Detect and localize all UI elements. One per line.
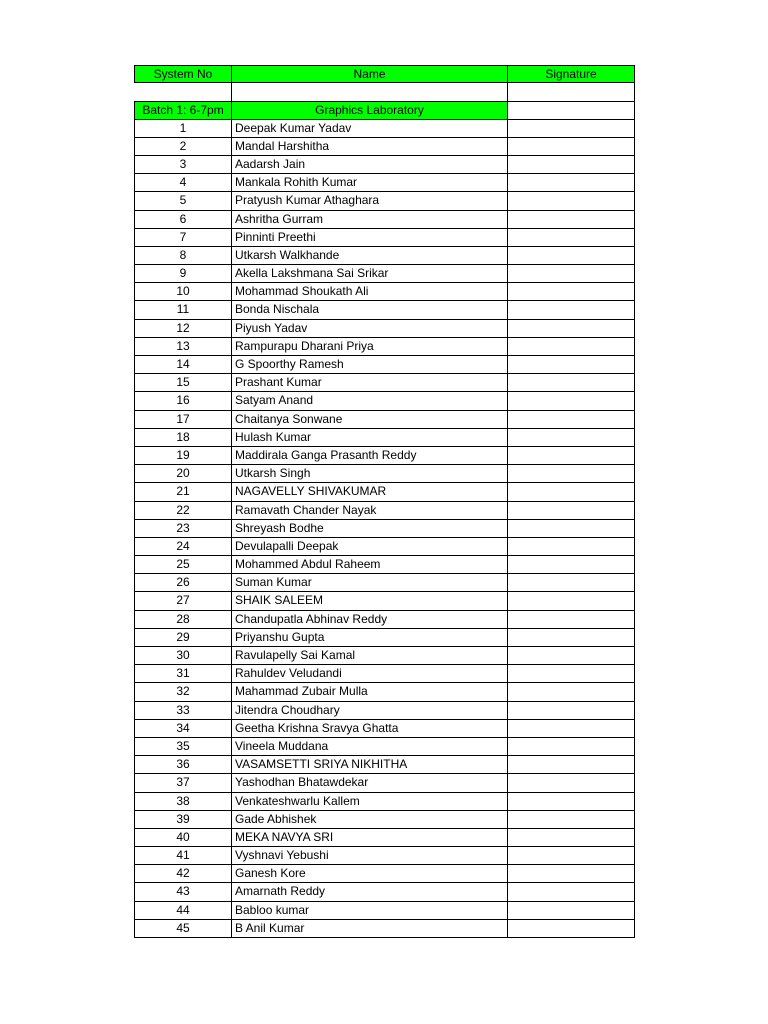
- system-no-cell: 41: [134, 847, 231, 865]
- table-row: [134, 520, 635, 538]
- signature-cell: [507, 392, 635, 410]
- table-row: [134, 211, 635, 229]
- signature-cell: [507, 520, 635, 538]
- table-row: [134, 502, 635, 520]
- system-no-cell: 23: [134, 520, 231, 538]
- system-no-cell: 33: [134, 702, 231, 720]
- name-cell: Bonda Nischala: [231, 301, 507, 319]
- table-row: [134, 447, 635, 465]
- signature-cell: [507, 338, 635, 356]
- name-cell: Mohammad Shoukath Ali: [231, 283, 507, 301]
- signature-cell: [507, 483, 635, 501]
- name-cell: Hulash Kumar: [231, 429, 507, 447]
- table-row: [134, 738, 635, 756]
- name-cell: Ashritha Gurram: [231, 211, 507, 229]
- signature-cell: [507, 211, 635, 229]
- system-no-cell: 4: [134, 174, 231, 192]
- table-row: [134, 283, 635, 301]
- signature-cell: [507, 247, 635, 265]
- table-row: [134, 574, 635, 592]
- table-row: [134, 392, 635, 410]
- table-row: [134, 920, 635, 938]
- name-cell: Yashodhan Bhatawdekar: [231, 774, 507, 792]
- table-row: [134, 793, 635, 811]
- table-row: [134, 756, 635, 774]
- signature-cell: [507, 265, 635, 283]
- system-no-cell: 30: [134, 647, 231, 665]
- name-cell: Gade Abhishek: [231, 811, 507, 829]
- table-row: [134, 192, 635, 210]
- table-row: [134, 483, 635, 501]
- system-no-cell: 13: [134, 338, 231, 356]
- system-no-cell: 31: [134, 665, 231, 683]
- name-cell: Jitendra Choudhary: [231, 702, 507, 720]
- signature-cell: [507, 356, 635, 374]
- system-no-cell: 8: [134, 247, 231, 265]
- name-cell: Maddirala Ganga Prasanth Reddy: [231, 447, 507, 465]
- signature-cell: [507, 283, 635, 301]
- name-cell: Devulapalli Deepak: [231, 538, 507, 556]
- table-row: [134, 174, 635, 192]
- name-cell: Mankala Rohith Kumar: [231, 174, 507, 192]
- signature-cell: [507, 229, 635, 247]
- signature-cell: [507, 647, 635, 665]
- system-no-cell: 22: [134, 502, 231, 520]
- blank-cell: [134, 83, 231, 101]
- table-row: [134, 702, 635, 720]
- signature-cell: [507, 720, 635, 738]
- name-cell: Pinninti Preethi: [231, 229, 507, 247]
- system-no-cell: 18: [134, 429, 231, 447]
- name-cell: Utkarsh Walkhande: [231, 247, 507, 265]
- system-no-cell: 16: [134, 392, 231, 410]
- table-row: [134, 847, 635, 865]
- name-cell: Rampurapu Dharani Priya: [231, 338, 507, 356]
- system-no-cell: 24: [134, 538, 231, 556]
- name-cell: Mahammad Zubair Mulla: [231, 683, 507, 701]
- attendance-sheet: [134, 65, 635, 938]
- name-cell: VASAMSETTI SRIYA NIKHITHA: [231, 756, 507, 774]
- name-cell: Akella Lakshmana Sai Srikar: [231, 265, 507, 283]
- table-row: [134, 883, 635, 901]
- signature-cell: [507, 865, 635, 883]
- system-no-cell: 39: [134, 811, 231, 829]
- system-no-cell: 36: [134, 756, 231, 774]
- signature-cell: [507, 811, 635, 829]
- signature-cell: [507, 174, 635, 192]
- name-cell: Utkarsh Singh: [231, 465, 507, 483]
- name-cell: Ramavath Chander Nayak: [231, 502, 507, 520]
- table-row: [134, 247, 635, 265]
- batch-signature-cell: [507, 101, 635, 119]
- system-no-cell: 9: [134, 265, 231, 283]
- name-cell: Ganesh Kore: [231, 865, 507, 883]
- table-row: [134, 301, 635, 319]
- system-no-cell: 32: [134, 683, 231, 701]
- system-no-cell: 6: [134, 211, 231, 229]
- table-row: [134, 374, 635, 392]
- system-no-cell: 5: [134, 192, 231, 210]
- signature-cell: [507, 883, 635, 901]
- signature-cell: [507, 411, 635, 429]
- system-no-cell: 15: [134, 374, 231, 392]
- system-no-cell: 20: [134, 465, 231, 483]
- signature-cell: [507, 538, 635, 556]
- table-row: [134, 356, 635, 374]
- signature-cell: [507, 665, 635, 683]
- name-cell: NAGAVELLY SHIVAKUMAR: [231, 483, 507, 501]
- signature-cell: [507, 702, 635, 720]
- table-row: [134, 720, 635, 738]
- name-cell: Babloo kumar: [231, 902, 507, 920]
- signature-cell: [507, 465, 635, 483]
- table-row: [134, 338, 635, 356]
- system-no-cell: 35: [134, 738, 231, 756]
- system-no-cell: 42: [134, 865, 231, 883]
- name-cell: Ravulapelly Sai Kamal: [231, 647, 507, 665]
- table-row: [134, 556, 635, 574]
- signature-cell: [507, 774, 635, 792]
- system-no-cell: 43: [134, 883, 231, 901]
- table-row: [134, 811, 635, 829]
- signature-cell: [507, 683, 635, 701]
- name-cell: Aadarsh Jain: [231, 156, 507, 174]
- student-rows: [134, 120, 635, 938]
- name-cell: G Spoorthy Ramesh: [231, 356, 507, 374]
- table-row: [134, 120, 635, 138]
- name-cell: Deepak Kumar Yadav: [231, 120, 507, 138]
- name-cell: Amarnath Reddy: [231, 883, 507, 901]
- name-cell: Mohammed Abdul Raheem: [231, 556, 507, 574]
- table-row: [134, 829, 635, 847]
- blank-cell: [507, 83, 635, 101]
- header-signature: Signature: [507, 65, 635, 83]
- signature-cell: [507, 320, 635, 338]
- batch-label: Batch 1: 6-7pm: [134, 101, 231, 119]
- table-row: [134, 665, 635, 683]
- signature-cell: [507, 374, 635, 392]
- signature-cell: [507, 793, 635, 811]
- signature-cell: [507, 738, 635, 756]
- header-row: [134, 65, 635, 83]
- name-cell: Rahuldev Veludandi: [231, 665, 507, 683]
- name-cell: Mandal Harshitha: [231, 138, 507, 156]
- name-cell: Suman Kumar: [231, 574, 507, 592]
- system-no-cell: 29: [134, 629, 231, 647]
- name-cell: Chandupatla Abhinav Reddy: [231, 611, 507, 629]
- table-row: [134, 683, 635, 701]
- signature-cell: [507, 301, 635, 319]
- table-row: [134, 647, 635, 665]
- system-no-cell: 2: [134, 138, 231, 156]
- system-no-cell: 10: [134, 283, 231, 301]
- signature-cell: [507, 902, 635, 920]
- batch-lab-name: Graphics Laboratory: [231, 101, 507, 119]
- table-row: [134, 774, 635, 792]
- signature-cell: [507, 556, 635, 574]
- signature-cell: [507, 156, 635, 174]
- signature-cell: [507, 447, 635, 465]
- name-cell: Vyshnavi Yebushi: [231, 847, 507, 865]
- name-cell: Geetha Krishna Sravya Ghatta: [231, 720, 507, 738]
- header-name: Name: [231, 65, 507, 83]
- table-row: [134, 611, 635, 629]
- system-no-cell: 12: [134, 320, 231, 338]
- name-cell: Pratyush Kumar Athaghara: [231, 192, 507, 210]
- blank-cell: [231, 83, 507, 101]
- table-row: [134, 320, 635, 338]
- system-no-cell: 19: [134, 447, 231, 465]
- name-cell: Chaitanya Sonwane: [231, 411, 507, 429]
- name-cell: Prashant Kumar: [231, 374, 507, 392]
- name-cell: SHAIK SALEEM: [231, 592, 507, 610]
- batch-row: [134, 101, 635, 119]
- signature-cell: [507, 847, 635, 865]
- signature-cell: [507, 611, 635, 629]
- system-no-cell: 11: [134, 301, 231, 319]
- signature-cell: [507, 502, 635, 520]
- signature-cell: [507, 120, 635, 138]
- system-no-cell: 21: [134, 483, 231, 501]
- system-no-cell: 40: [134, 829, 231, 847]
- signature-cell: [507, 592, 635, 610]
- system-no-cell: 37: [134, 774, 231, 792]
- system-no-cell: 28: [134, 611, 231, 629]
- name-cell: Vineela Muddana: [231, 738, 507, 756]
- system-no-cell: 14: [134, 356, 231, 374]
- table-row: [134, 592, 635, 610]
- signature-cell: [507, 574, 635, 592]
- header-system-no: System No: [134, 65, 231, 83]
- table-row: [134, 465, 635, 483]
- system-no-cell: 17: [134, 411, 231, 429]
- table-row: [134, 138, 635, 156]
- table-row: [134, 229, 635, 247]
- signature-cell: [507, 756, 635, 774]
- system-no-cell: 26: [134, 574, 231, 592]
- table-row: [134, 865, 635, 883]
- system-no-cell: 1: [134, 120, 231, 138]
- name-cell: B Anil Kumar: [231, 920, 507, 938]
- table-row: [134, 902, 635, 920]
- name-cell: Satyam Anand: [231, 392, 507, 410]
- name-cell: MEKA NAVYA SRI: [231, 829, 507, 847]
- name-cell: Venkateshwarlu Kallem: [231, 793, 507, 811]
- table-row: [134, 429, 635, 447]
- name-cell: Piyush Yadav: [231, 320, 507, 338]
- system-no-cell: 25: [134, 556, 231, 574]
- system-no-cell: 3: [134, 156, 231, 174]
- signature-cell: [507, 920, 635, 938]
- table-row: [134, 156, 635, 174]
- table-row: [134, 265, 635, 283]
- system-no-cell: 45: [134, 920, 231, 938]
- name-cell: Shreyash Bodhe: [231, 520, 507, 538]
- system-no-cell: 7: [134, 229, 231, 247]
- signature-cell: [507, 192, 635, 210]
- signature-cell: [507, 138, 635, 156]
- signature-cell: [507, 629, 635, 647]
- system-no-cell: 34: [134, 720, 231, 738]
- signature-cell: [507, 829, 635, 847]
- system-no-cell: 44: [134, 902, 231, 920]
- table-row: [134, 538, 635, 556]
- signature-cell: [507, 429, 635, 447]
- name-cell: Priyanshu Gupta: [231, 629, 507, 647]
- table-row: [134, 629, 635, 647]
- table-row: [134, 411, 635, 429]
- system-no-cell: 38: [134, 793, 231, 811]
- blank-row: [134, 83, 635, 101]
- system-no-cell: 27: [134, 592, 231, 610]
